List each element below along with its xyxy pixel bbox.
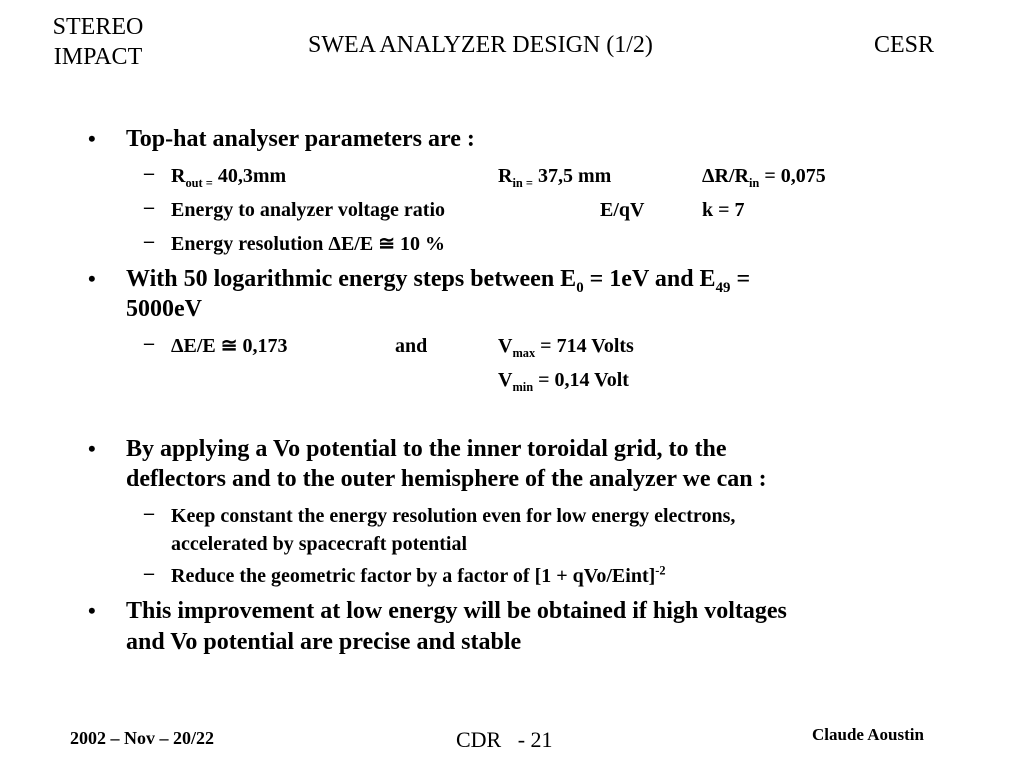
footer-date: 2002 – Nov – 20/22 bbox=[70, 728, 214, 748]
vmin-value: $V_{min} = 0,14$ Volt bbox=[498, 369, 629, 394]
bullet-2-line1: With 50 logarithmic energy steps between $E_0 = 1eV$ and $E_{49}$ = bbox=[126, 266, 751, 296]
bullet-icon: • bbox=[88, 598, 96, 623]
rin-value: $R_{in =}$ 37,5 mm bbox=[498, 165, 612, 190]
energy-ratio-symbol: E/qV bbox=[600, 199, 645, 221]
bullet-3-line1: By applying a Vo potential to the inner toroidal grid, to the bbox=[126, 436, 727, 462]
header-left-line1: STEREO bbox=[52, 14, 144, 40]
dash-icon: – bbox=[144, 332, 154, 354]
and-label: and bbox=[395, 335, 428, 357]
energy-ratio-label: Energy to analyzer voltage ratio bbox=[171, 199, 446, 221]
bullet-4-line2: and Vo potential are precise and stable bbox=[126, 629, 522, 655]
footer-author: Claude Aoustin bbox=[812, 725, 924, 744]
sub-3-1-line1: Keep constant the energy resolution even for low energy electrons, bbox=[171, 505, 736, 527]
delta-r-value: $\Delta R/R_{in} = 0,075$ bbox=[702, 165, 826, 190]
bullet-2-line2: 5000eV bbox=[126, 296, 202, 322]
bullet-icon: • bbox=[88, 436, 96, 461]
slide-title: SWEA ANALYZER DESIGN (1/2) bbox=[308, 32, 653, 58]
dash-icon: – bbox=[144, 196, 154, 218]
dash-icon: – bbox=[144, 230, 154, 252]
footer-page: CDR - 21 bbox=[456, 727, 553, 752]
dash-icon: – bbox=[144, 162, 154, 184]
rout-value: $R_{out =}$ 40,3mm bbox=[171, 165, 287, 190]
header-right: CESR bbox=[874, 32, 935, 58]
bullet-icon: • bbox=[88, 126, 96, 151]
header-left-line2: IMPACT bbox=[53, 44, 143, 70]
bullet-4-line1: This improvement at low energy will be obtained if high voltages bbox=[126, 598, 787, 624]
geometric-factor: Reduce the geometric factor by a factor of [1 + qVo/Eint]$^{-2}$ bbox=[171, 563, 666, 587]
sub-3-1-line2: accelerated by spacecraft potential bbox=[171, 533, 468, 555]
energy-ratio-value: k = 7 bbox=[702, 199, 745, 221]
bullet-3-line2: deflectors and to the outer hemisphere of the analyzer we can : bbox=[126, 466, 767, 492]
dash-icon: – bbox=[144, 562, 154, 584]
dash-icon: – bbox=[144, 502, 154, 524]
delta-e-value: ΔE/E ≅ 0,173 bbox=[171, 335, 288, 357]
bullet-1-text: Top-hat analyser parameters are : bbox=[126, 126, 475, 152]
energy-resolution: Energy resolution ΔE/E ≅ 10 % bbox=[171, 233, 445, 255]
vmax-value: $V_{max} = 714$ Volts bbox=[498, 335, 634, 360]
header-left bbox=[42, 12, 154, 72]
bullet-icon: • bbox=[88, 266, 96, 291]
